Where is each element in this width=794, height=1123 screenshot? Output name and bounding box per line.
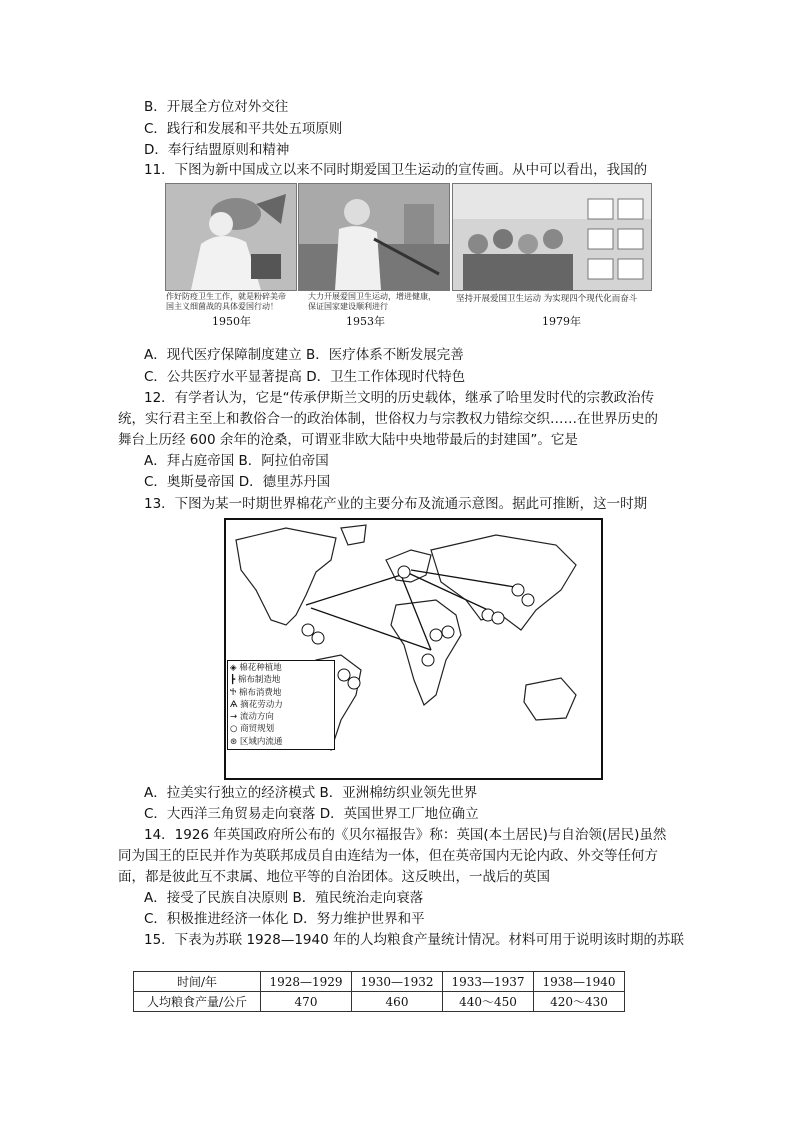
poster-1953-caption-1: 大力开展爱国卫生运动，增进健康， — [308, 292, 436, 301]
table-header-cell: 时间/年 — [134, 972, 261, 992]
q14-line-3: 面，都是彼此互不隶属、地位平等的自治团体。这反映出，一战后的英国 — [118, 869, 550, 885]
q13-options-cd: C．大西洋三角贸易走向衰落 D．英国世界工厂地位确立 — [144, 806, 479, 822]
africa-outline — [391, 600, 461, 705]
legend-item-trade-route: ○ 商贸规划 — [230, 724, 275, 735]
legend-item-flow-direction: → 流动方向 — [230, 712, 274, 723]
q12-options-cd: C．奥斯曼帝国 D．德里苏丹国 — [144, 474, 331, 490]
q10-option-d: D．奉行结盟原则和精神 — [144, 142, 290, 158]
poster-1979-image — [452, 183, 652, 291]
q14-options-cd: C．积极推进经济一体化 D．努力维护世界和平 — [144, 911, 425, 927]
map-symbol-mexico-1 — [302, 624, 314, 636]
table-cell: 470 — [261, 992, 352, 1012]
poster-1979-year: 1979年 — [542, 315, 581, 328]
legend-item-regional-flow: ⊛ 区域内流通 — [230, 736, 283, 747]
legend-item-labor: Ѧ 摘花劳动力 — [230, 699, 283, 710]
map-symbol-china-2 — [522, 594, 534, 606]
map-symbol-mexico-2 — [312, 632, 324, 644]
table-cell: 460 — [352, 992, 443, 1012]
q13-stem: 13．下图为某一时期世界棉花产业的主要分布及流通示意图。据此可推断，这一时期 — [144, 496, 648, 512]
map-legend — [227, 660, 335, 750]
table-header-cell: 1933—1937 — [443, 972, 534, 992]
table-header-cell: 1928—1929 — [261, 972, 352, 992]
map-symbol-brazil-2 — [348, 677, 360, 689]
q12-line-2: 统，实行君主至上和教俗合一的政治体制，世俗权力与宗教权力错综交织……在世界历史的 — [118, 411, 658, 427]
table-row — [134, 992, 625, 1012]
map-symbol-brazil-1 — [338, 669, 350, 681]
q12-line-1: 12．有学者认为，它是“传承伊斯兰文明的历史载体，继承了哈里发时代的宗教政治传 — [144, 390, 655, 406]
poster-1953-image — [298, 183, 450, 291]
table-row-label: 人均粮食产量/公斤 — [134, 992, 261, 1012]
map-symbol-africa-3 — [422, 654, 434, 666]
north-america-outline — [236, 528, 336, 625]
poster-1950-image — [165, 183, 297, 291]
q13-options-ab: A．拉美实行独立的经济模式 B．亚洲棉纺织业领先世界 — [144, 785, 478, 801]
poster-1950-year: 1950年 — [212, 315, 251, 328]
q10-option-b: B．开展全方位对外交往 — [144, 99, 289, 115]
australia-outline — [524, 678, 576, 720]
poster-1950-caption-1: 作好防疫卫生工作，就是粉碎美帝 — [166, 292, 286, 301]
table-header-cell: 1938—1940 — [534, 972, 625, 992]
flow-arrow-china-europe — [411, 570, 521, 588]
greenland-outline — [341, 525, 366, 545]
legend-item-cloth-manufacture: ┣ 棉布制造地 — [230, 675, 281, 686]
q12-options-ab: A．拜占庭帝国 B．阿拉伯帝国 — [144, 453, 329, 469]
flow-arrow-europe-africa — [401, 575, 431, 650]
flow-arrow-america-europe — [306, 575, 401, 605]
map-symbol-europe — [398, 566, 410, 578]
q15-stem: 15．下表为苏联 1928—1940 年的人均粮食产量统计情况。材料可用于说明该时期的苏联 — [144, 932, 684, 948]
legend-item-cloth-consumption: Ⴕ 棉布消费地 — [230, 687, 282, 698]
q11-options-cd: C．公共医疗水平显著提高 D．卫生工作体现时代特色 — [144, 369, 466, 385]
poster-1953-year: 1953年 — [346, 315, 385, 328]
q10-option-c: C．践行和发展和平共处五项原则 — [144, 121, 343, 137]
map-symbol-india-2 — [492, 612, 504, 624]
poster-1979-caption: 坚持开展爱国卫生运动 为实现四个现代化而奋斗 — [456, 294, 638, 304]
q14-line-2: 同为国王的臣民并作为英联邦成员自由连结为一体，但在英帝国内无论内政、外交等任何方 — [118, 848, 658, 864]
poster-1953-caption-2: 保证国家建设顺利进行 — [308, 302, 388, 311]
q11-options-ab: A．现代医疗保障制度建立 B．医疗体系不断发展完善 — [144, 347, 464, 363]
map-symbol-china-1 — [512, 584, 524, 596]
map-symbol-africa-2 — [442, 626, 454, 638]
q14-line-1: 14．1926 年英国政府所公布的《贝尔福报告》称：英国(本土居民)与自治领(居民)虽然 — [144, 827, 667, 843]
legend-item-cotton-plantation: ◈ 棉花种植地 — [230, 663, 282, 673]
q14-options-ab: A．接受了民族自决原则 B．殖民统治走向衰落 — [144, 890, 424, 906]
flow-arrow-europe-india — [406, 572, 488, 610]
map-symbol-africa-1 — [430, 629, 442, 641]
flow-arrow-america-africa — [311, 608, 431, 650]
q12-line-3: 舞台上历经 600 余年的沧桑，可谓亚非欧大陆中央地带最后的封建国”。它是 — [118, 432, 578, 448]
table-cell: 420～430 — [534, 992, 625, 1012]
table-header-cell: 1930—1932 — [352, 972, 443, 992]
q11-stem: 11．下图为新中国成立以来不同时期爱国卫生运动的宣传画。从中可以看出，我国的 — [144, 162, 648, 178]
poster-1950-caption-2: 国主义细菌战的具体爱国行动！ — [166, 302, 278, 311]
table-cell: 440～450 — [443, 992, 534, 1012]
grain-production-table — [133, 971, 625, 1012]
table-header-row — [134, 972, 625, 992]
